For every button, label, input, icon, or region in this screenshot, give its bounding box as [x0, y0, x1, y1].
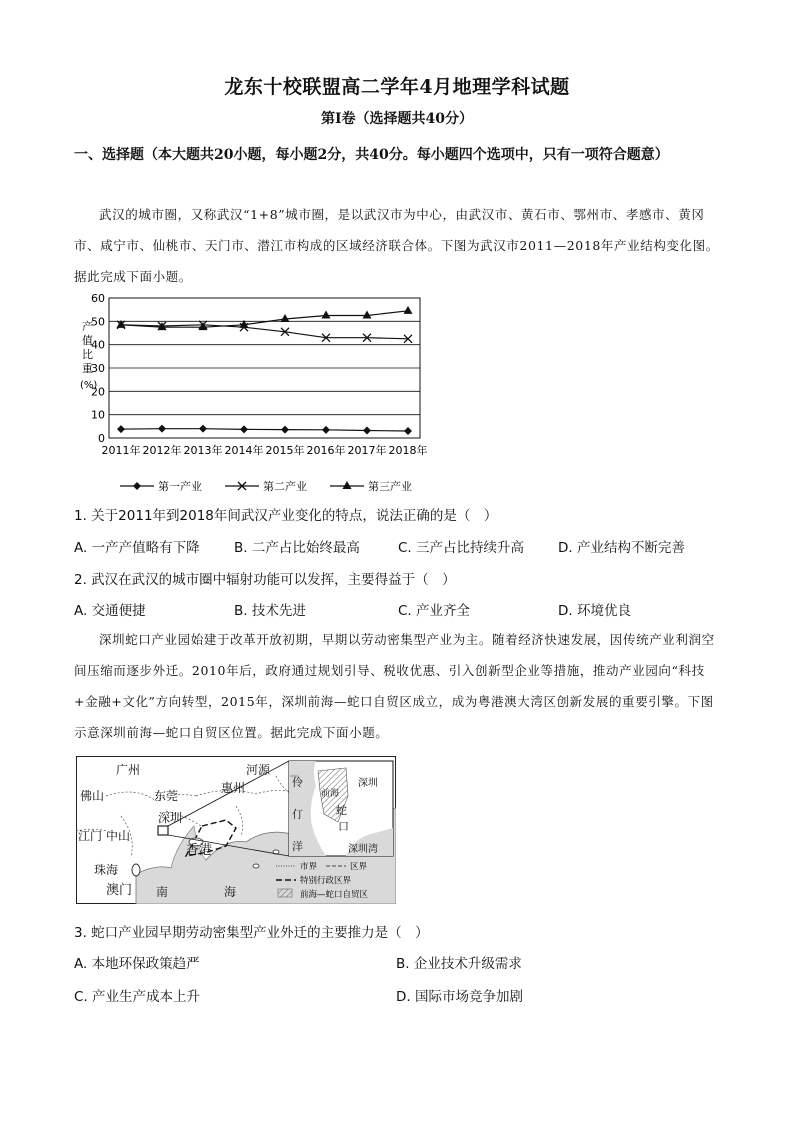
- q1-option-b[interactable]: B. 二产占比始终最高: [234, 540, 360, 556]
- label-zhongshan: 中山: [106, 829, 131, 843]
- y-axis-label-2: 值: [82, 334, 93, 347]
- question-2-stem: 2. 武汉在武汉的城市圈中辐射功能可以发挥，主要得益于（ ）: [74, 572, 456, 588]
- y-tick-label: 20: [91, 385, 105, 399]
- inset-label-she: 蛇: [336, 804, 347, 817]
- q2-option-c[interactable]: C. 产业齐全: [398, 603, 471, 619]
- y-tick-label: 40: [91, 338, 105, 352]
- data-point: [404, 427, 412, 435]
- label-hongkong: 香港: [186, 843, 213, 858]
- macau-island: [132, 864, 140, 876]
- label-foshan: 佛山: [80, 789, 105, 803]
- data-point: [240, 425, 248, 433]
- data-point: [199, 322, 208, 330]
- industry-structure-chart: [70, 290, 440, 500]
- label-guangzhou: 广州: [116, 763, 141, 777]
- data-point: [117, 425, 125, 433]
- y-axis-label-1: 产: [82, 320, 93, 333]
- chart-grid: [109, 298, 420, 438]
- q2-option-b[interactable]: B. 技术先进: [234, 603, 306, 619]
- island: [253, 864, 259, 868]
- legend-item-1: [120, 479, 202, 493]
- data-point: [343, 481, 352, 489]
- inset-label-ling: 伶: [292, 776, 303, 789]
- legend-city-boundary: 市界: [300, 862, 318, 872]
- x-tick-label: 2013年: [183, 444, 223, 457]
- x-tick-label: 2011年: [101, 444, 141, 457]
- inset-label-shenzhen-bay: 深圳湾: [348, 844, 378, 855]
- y-axis-label-5: (%): [80, 380, 98, 391]
- y-tick-label: 50: [91, 315, 105, 329]
- x-tick-label: 2012年: [142, 444, 182, 457]
- question-3-stem: 3. 蛇口产业园早期劳动密集型产业外迁的主要推力是（ ）: [74, 925, 429, 941]
- legend-item-2: [225, 479, 307, 493]
- series-3: [117, 306, 413, 330]
- inset-label-ding: 仃: [292, 808, 303, 821]
- question-1-stem: 1. 关于2011年到2018年间武汉产业变化的特点，说法正确的是（ ）: [74, 508, 498, 524]
- label-heyuan: 河源: [246, 763, 271, 777]
- legend-label: 第二产业: [263, 480, 307, 493]
- inset-label-kou: 口: [338, 820, 349, 833]
- x-tick-label: 2017年: [347, 444, 387, 457]
- data-point: [322, 426, 330, 434]
- data-point: [404, 306, 413, 314]
- label-south: 南: [156, 885, 169, 899]
- data-point: [158, 425, 166, 433]
- y-axis-label-4: 重: [82, 362, 93, 375]
- legend-label: 第三产业: [368, 480, 412, 493]
- data-point: [281, 314, 290, 322]
- legend-ftz: 前海—蛇口自贸区: [300, 890, 369, 900]
- data-point: [133, 482, 141, 490]
- y-tick-label: 30: [91, 362, 105, 375]
- label-jiangmen: 江门: [78, 829, 103, 843]
- y-tick-label: 10: [91, 408, 105, 422]
- label-zhuhai: 珠海: [94, 863, 119, 877]
- passage-2: 深圳蛇口产业园始建于改革开放初期，早期以劳动密集型产业为主。随着经济快速发展，因传统产业利润空间压缩而逐步外迁。2010年后，政府通过规划引导、税收优惠、引入创新型企业等措施，推动产业园向“科技+金融+文化”方向转型，2015年，深圳前海—蛇口自贸区成立，成为粤港澳大湾区创新发展的重要引擎。下图示意深圳前海—蛇口自贸区位置。据此完成下面小题。: [74, 632, 715, 740]
- data-point: [363, 427, 371, 435]
- data-point: [363, 311, 372, 319]
- q3-option-d[interactable]: D. 国际市场竞争加剧: [396, 989, 523, 1005]
- section-subtitle: 第I卷（选择题共40分）: [320, 111, 474, 127]
- q1-option-c[interactable]: C. 三产占比持续升高: [398, 540, 525, 556]
- data-point: [199, 425, 207, 433]
- x-tick-label: 2018年: [388, 444, 428, 457]
- data-point: [322, 311, 331, 319]
- label-macau: 澳门: [106, 883, 133, 898]
- legend-district-boundary: 区界: [350, 862, 368, 872]
- label-dongguan: 东莞: [154, 789, 179, 803]
- q3-option-a[interactable]: A. 本地环保政策趋严: [74, 956, 200, 972]
- inset-label-qianhai: 前海: [321, 789, 340, 799]
- inset-label-yang: 洋: [292, 840, 303, 853]
- page-title: 龙东十校联盟高二学年4月地理学科试题: [224, 76, 570, 98]
- y-tick-label: 0: [98, 432, 105, 445]
- section-heading: 一、选择题（本大题共20小题，每小题2分，共40分。每小题四个选项中，只有一项符合题意）: [74, 147, 669, 163]
- x-tick-label: 2016年: [306, 444, 346, 457]
- q1-option-d[interactable]: D. 产业结构不断完善: [558, 540, 685, 556]
- q2-option-a[interactable]: A. 交通便捷: [74, 603, 146, 619]
- series-1: [117, 425, 412, 435]
- pearl-river-delta-map: [76, 756, 396, 904]
- label-sea: 海: [224, 885, 237, 899]
- passage-1: 武汉的城市圈，又称武汉“1+8”城市圈，是以武汉市为中心，由武汉市、黄石市、鄂州市、孝感市、黄冈市、咸宁市、仙桃市、天门市、潜江市构成的区域经济联合体。下图为武汉市2011—2018年产业结构变化图。据此完成下面小题。: [74, 207, 719, 284]
- x-tick-label: 2015年: [265, 444, 305, 457]
- x-tick-label: 2014年: [224, 444, 264, 457]
- q2-option-d[interactable]: D. 环境优良: [558, 603, 631, 619]
- y-tick-label: 60: [91, 292, 105, 305]
- legend-label: 第一产业: [158, 480, 202, 493]
- q3-option-b[interactable]: B. 企业技术升级需求: [396, 956, 522, 972]
- inset-label-shenzhen: 深圳: [358, 778, 378, 789]
- label-shenzhen: 深圳: [158, 811, 183, 825]
- q1-option-a[interactable]: A. 一产产值略有下降: [74, 540, 200, 556]
- legend-sar-boundary: 特别行政区界: [300, 876, 352, 886]
- label-huizhou: 惠州: [221, 781, 246, 795]
- q3-option-c[interactable]: C. 产业生产成本上升: [74, 989, 201, 1005]
- legend-item-3: [330, 479, 412, 493]
- y-axis-label-3: 比: [82, 348, 93, 361]
- data-point: [281, 426, 289, 434]
